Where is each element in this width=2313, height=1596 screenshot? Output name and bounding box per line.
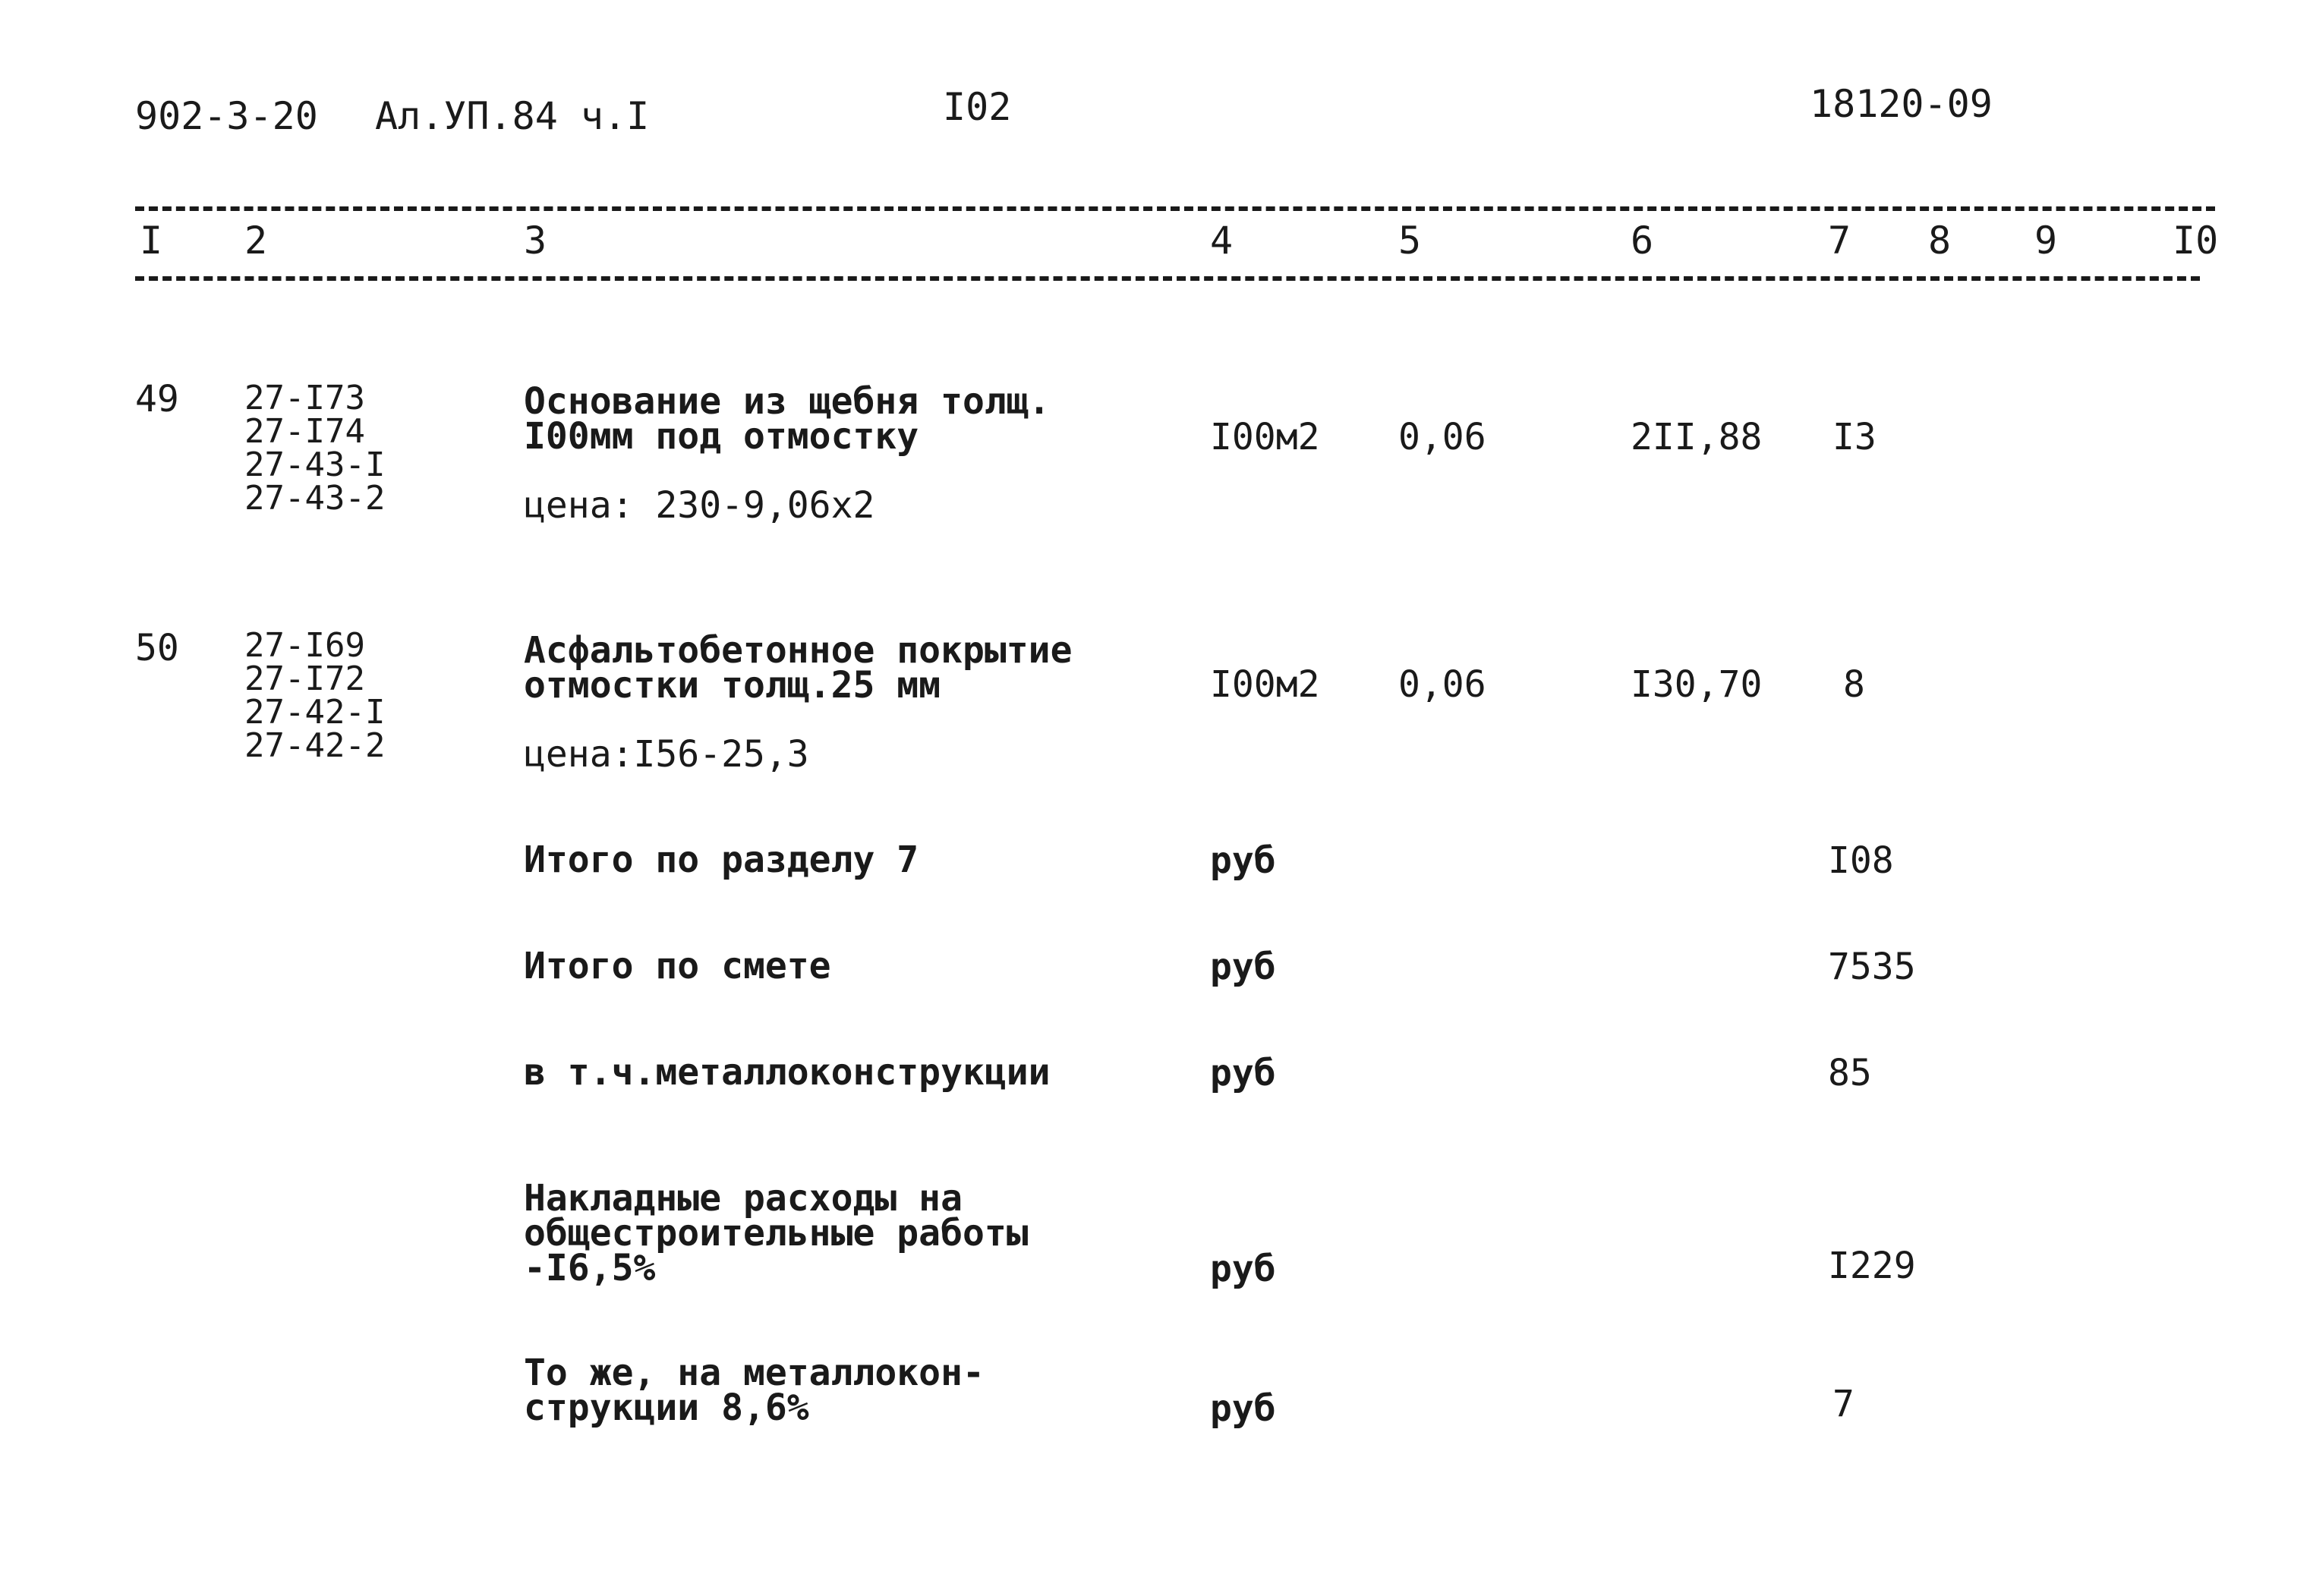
- unit-of-measure: I00м2: [1210, 416, 1320, 458]
- total-cost: I3: [1832, 416, 1877, 458]
- summary-label: Итого по смете: [524, 945, 831, 987]
- column-number: 9: [2034, 219, 2058, 263]
- price-formula: цена:I56-25,3: [524, 733, 809, 776]
- rate-code: 27-43-2: [244, 479, 386, 518]
- summary-label: Итого по разделу 7: [524, 839, 919, 881]
- work-description: Асфальтобетонное покрытие: [524, 629, 1073, 672]
- column-number: 8: [1928, 219, 1952, 263]
- work-description: I00мм под отмостку: [524, 415, 919, 458]
- stamp-number: 18120-09: [1810, 82, 1993, 126]
- summary-value: I08: [1828, 839, 1894, 882]
- quantity: 0,06: [1398, 663, 1486, 706]
- rate-code: 27-43-I: [244, 445, 386, 484]
- rate-code: 27-I69: [244, 626, 365, 665]
- unit-of-measure: I00м2: [1210, 663, 1320, 706]
- summary-label: Накладные расходы на: [524, 1177, 963, 1220]
- summary-unit: руб: [1210, 1052, 1276, 1094]
- rate-code: 27-42-I: [244, 693, 386, 732]
- summary-value: I229: [1828, 1245, 1916, 1287]
- work-description: Основание из щебня толщ.: [524, 380, 1051, 423]
- column-number: I: [140, 219, 163, 263]
- price-formula: цена: 230-9,06х2: [524, 484, 875, 527]
- rate-code: 27-I73: [244, 379, 365, 417]
- summary-label: общестроительные работы: [524, 1212, 1029, 1254]
- column-number: I0: [2173, 219, 2219, 263]
- table-header-rule: [135, 276, 2200, 281]
- column-number: 6: [1631, 219, 1654, 263]
- table-top-rule: [135, 206, 2215, 211]
- summary-label: струкции 8,6%: [524, 1387, 809, 1429]
- rate-code: 27-I74: [244, 412, 365, 451]
- quantity: 0,06: [1398, 416, 1486, 458]
- unit-cost: 2II,88: [1631, 416, 1763, 458]
- column-number: 5: [1398, 219, 1422, 263]
- page-number: I02: [943, 85, 1012, 129]
- column-number: 3: [524, 219, 547, 263]
- summary-label: в т.ч.металлоконструкции: [524, 1051, 1051, 1094]
- row-number: 49: [135, 378, 179, 420]
- summary-value: 85: [1828, 1052, 1872, 1094]
- summary-unit: руб: [1210, 1387, 1276, 1430]
- unit-cost: I30,70: [1631, 663, 1763, 706]
- column-number: 2: [244, 219, 268, 263]
- row-number: 50: [135, 627, 179, 669]
- work-description: отмостки толщ.25 мм: [524, 664, 941, 707]
- rate-code: 27-42-2: [244, 726, 386, 765]
- column-number: 7: [1828, 219, 1851, 263]
- summary-unit: руб: [1210, 1248, 1276, 1290]
- summary-value: 7535: [1828, 946, 1916, 988]
- total-cost: 8: [1843, 663, 1865, 706]
- summary-label: -I6,5%: [524, 1247, 656, 1289]
- rate-code: 27-I72: [244, 659, 365, 698]
- summary-unit: руб: [1210, 839, 1276, 882]
- column-number: 4: [1210, 219, 1234, 263]
- album-reference: Ал.УП.84 ч.I: [375, 94, 650, 138]
- summary-label: То же, на металлокон-: [524, 1352, 985, 1394]
- summary-value: 7: [1832, 1383, 1854, 1425]
- summary-unit: руб: [1210, 946, 1276, 988]
- document-code: 902-3-20: [135, 94, 318, 138]
